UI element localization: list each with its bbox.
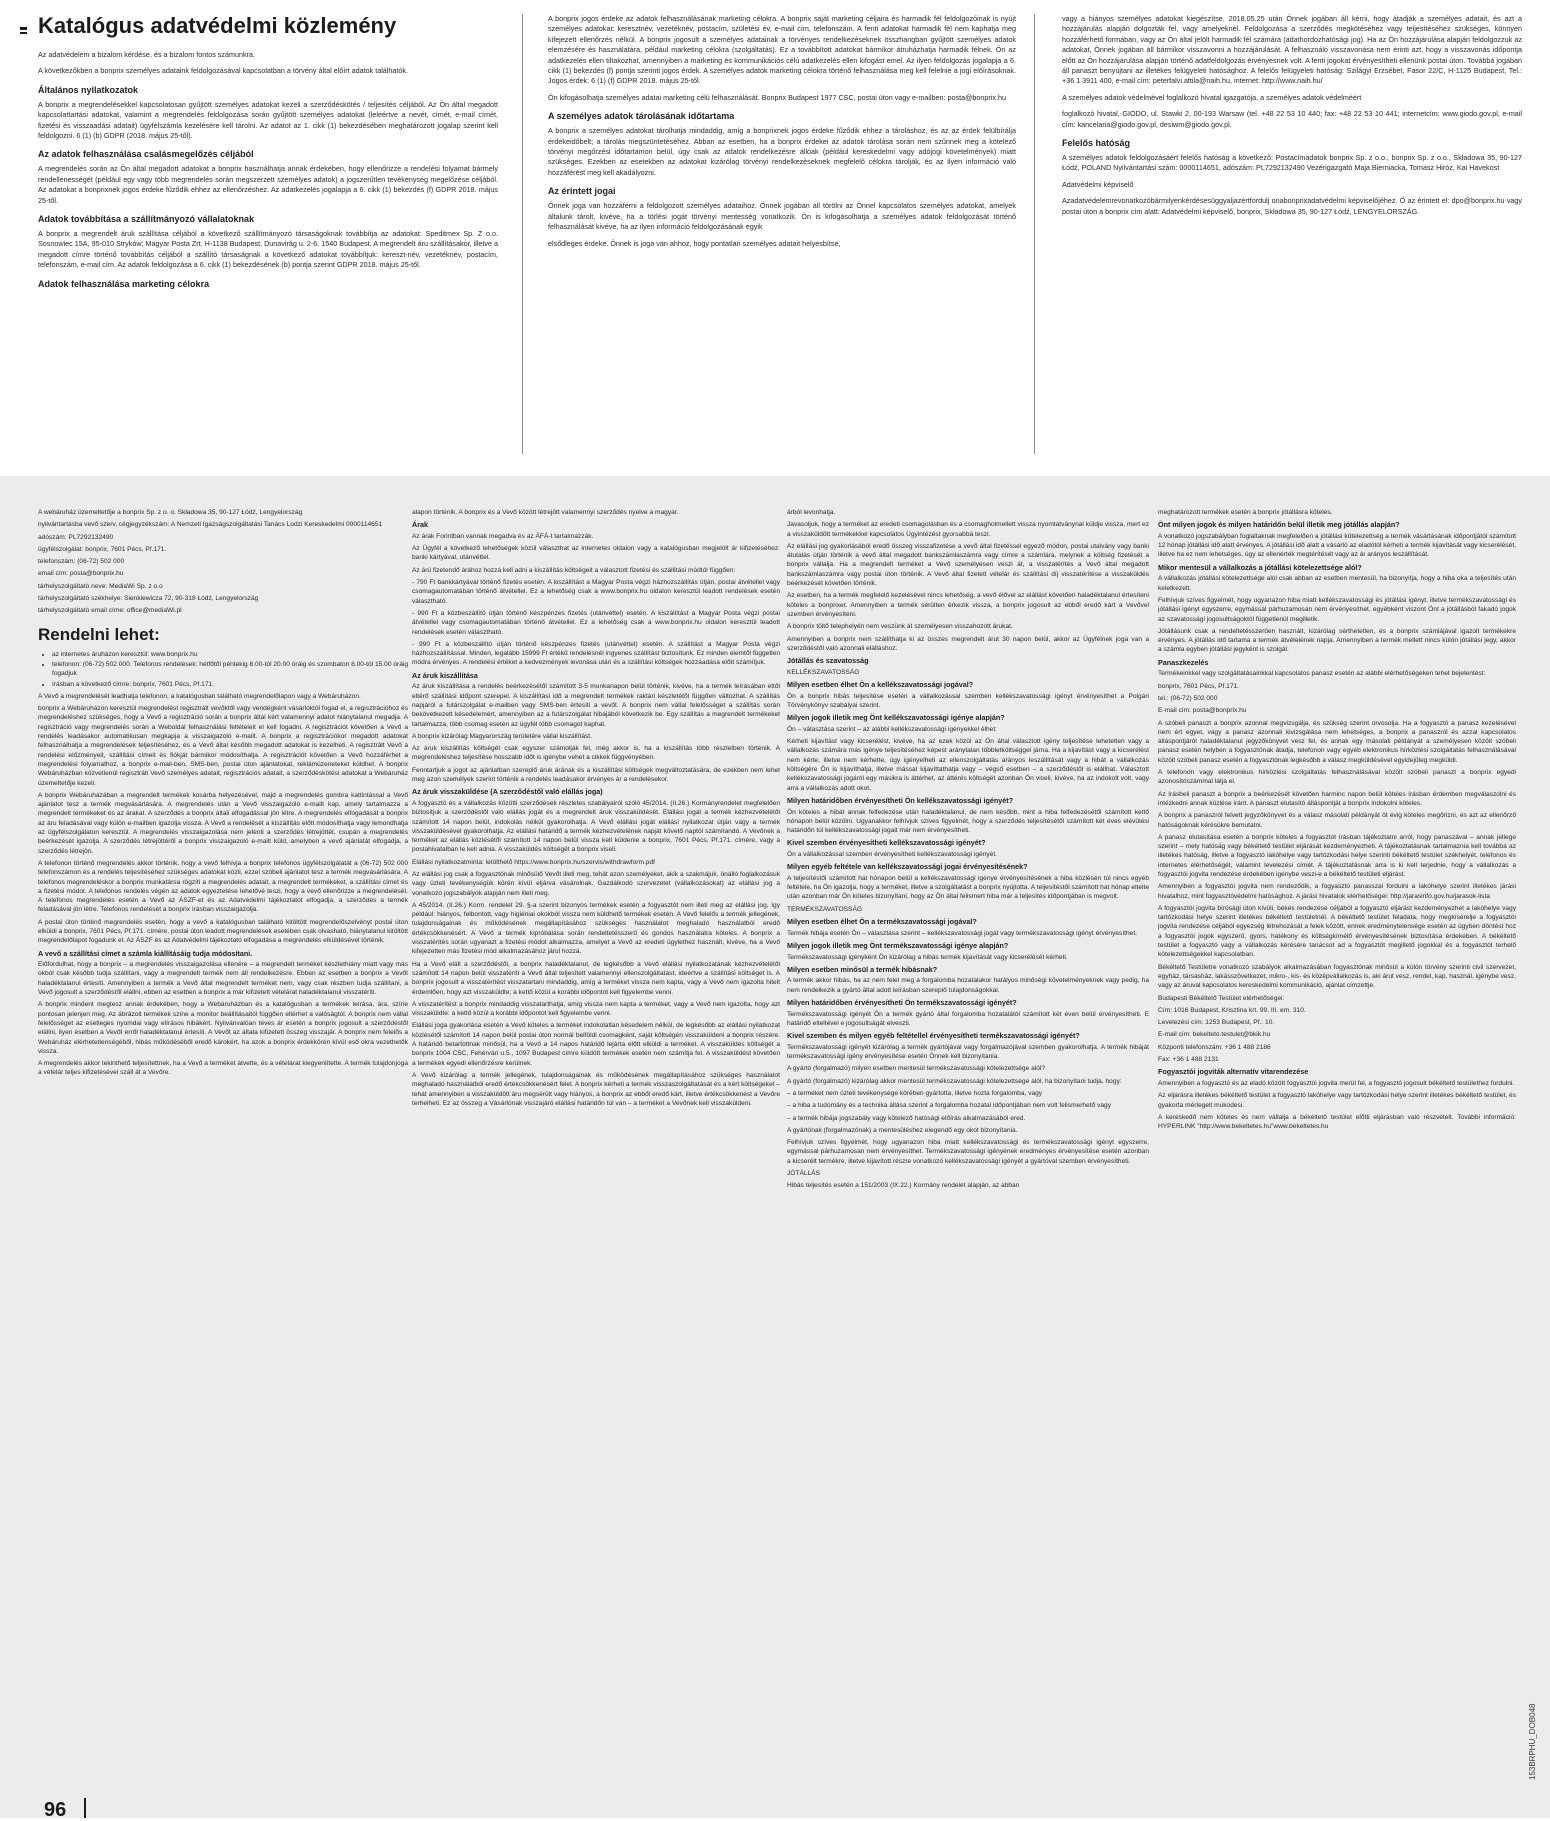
paragraph: - 990 Ft a közbeszállító útján történő készpénzes fizetés (utánvéttel) esetén. A kiszállítást a Magyar Posta végzi postai átvétellel vagy csomagautomatában történő átvétellel. Ez a lehetőség csak a www.bonprix.hu oldalon keresztül leadott rendelések esetén választható.	[412, 609, 780, 636]
paragraph: Az árak Forintban vannak megadva és az ÁFÁ-t tartalmazzák.	[412, 532, 594, 540]
terms-section	[0, 476, 1550, 1821]
paragraph: A megrendelés akkor tekinthető teljesítettnek, ha a Vevő a terméket átvette, és a vételárat kiegyenlítette. A termék tulajdonjoga a vételár teljes kifizetésével száll át a Vevőre.	[38, 1060, 408, 1077]
paragraph: árból levonhatja.	[787, 509, 836, 516]
paragraph: – a terméket nem üzleti tevékenysége körében gyártotta, illetve hozta forgalomba, vagy	[787, 1090, 1043, 1097]
catalog-code: 153BRPHU_DOB048	[1528, 1703, 1537, 1780]
paragraph: Az áruk kiszállítás költségét csak egyszer számolják fel, még akkor is, ha a kiszállítás több részletben történik. A megrendeléshez teljesítése hosszabb időt is igénybe vehet a cikkek függvényében.	[412, 745, 780, 762]
paragraph: A telefonon vagy elektronikus hírközlési szolgáltatás felhasználásával közölt szóbeli panaszt a bonprix egyedi azonosítószámmal látja el.	[1158, 769, 1516, 786]
paragraph: Az adatvédelem a bizalom kérdése, és a bizalom fontos számunkra.	[38, 50, 255, 59]
paragraph: Az árú fizetendő árához hozzá kell adni a kiszállítás költségeit a választott fizetési és szállítási módtól függően:	[412, 566, 736, 574]
paragraph: A szóbeli panaszt a bonprix azonnal megvizsgálja, és szükség szerint orvosolja. Ha a fogyasztó a panasz kezelésével nem ért egyet, vagy a panasz azonnali kivizsgálása nem lehetséges, a bonprix a panaszról és azzal kapcsolatos álláspontjáról haladéktalanul jegyzőkönyvet vesz fel, és annak egy másolati példányát a személyesen közölt szóbeli panasz esetén helyben a fogyasztónak átadja, telefonon vagy egyéb elektronikus hírközlési szolgáltatás felhasználásával közölt szóbeli panasz esetén a fogyasztónak legkésőbb a válasz megküldésével egyidejűleg megküldi.	[1158, 719, 1516, 764]
section-heading: Milyen egyéb feltétele van kellékszavatossági jogai érvényesítésének?	[787, 862, 1028, 872]
section-heading: Milyen esetben élhet Ön a kellékszavatossági jogával?	[787, 680, 974, 690]
paragraph: Ön köteles a hibát annak felfedezése után haladéktalanul, de nem később, mint a hiba felfedezésétől számított kettő hónapon belül közölni. Ugyanakkor felhívjuk szíves figyelmét, hogy a szerződés teljesítésétől számított két éves elévülési határidőn túl kellékszavatossági jogait már nem érvényesítheti.	[787, 808, 1149, 835]
paragraph: A webáruház üzemeltetője a bonprix Sp. z o. o. Składowa 35, 90-127 Łódź, Lengyelország	[38, 509, 303, 516]
title-marker-icon	[20, 32, 27, 34]
paragraph: telefonszám: (06-72) 502 000	[38, 558, 125, 566]
paragraph: Termékszavatossági igényét kizárólag a termék gyártójával vagy forgalmazójával szemben gyakorolhatja. A termék hibáját termékszavatossági igény érvényesítése esetén Önnek kell bizonyítania.	[787, 1043, 1149, 1061]
privacy-column-2	[548, 14, 1016, 464]
section-heading: Általános nyilatkozatok	[38, 84, 139, 95]
page-number: 96	[44, 1799, 67, 1821]
paragraph: A gyártó (forgalmazó) kizárólag akkor mentesül termékszavatossági kötelezettsége alól, ha bizonyítani tudja, hogy:	[787, 1077, 1122, 1085]
paragraph: A teljesítéstől számított hat hónapon belül a kellékszavatossági igénye érvényesítésének a hiba közlésén túl nincs egyéb feltétele, ha Ön igazolja, hogy a terméket, illetve a szolgáltatást a bonprix nyújtotta. A teljesítéstől számított hat hónap eltelte után azonban már Ön köteles bizonyítani, hogy az Ön által felismert hiba már a teljesítés időpontjában is megvolt.	[787, 874, 1149, 901]
section-heading: Az adatok felhasználása csalásmegelőzés céljából	[38, 149, 254, 160]
terms-column-3	[787, 508, 1149, 1798]
section-heading: Panaszkezelés	[1158, 657, 1209, 667]
paragraph: tel.: (06-72) 502 000	[1158, 694, 1218, 702]
paragraph: Termékszavatossági igényét Ön a termék gyártó által forgalomba hozatalától számított két éven belül érvényesítheti. E határidő elteltével e jogosultságát elveszti.	[787, 1010, 1149, 1027]
paragraph: A bonprix a megrendelt áruk szállítása céljából a következő szállítmányozó társaságoknak továbbítja az adatokat: Speditmex Sp. Z o.o. Sosnowiec 15A, 95-010 Stryków; Magyar Posta Zrt. H-1138 Budapest, Dunavirág u. 2-6. 1540 Budapest. A megrendelt áru szállításakor, illetve a megadott címre történő továbbítás céljából a szállító társaságnak a következő adatokat továbbítjuk: kereszt-név, vezetéknév, postacím, telefonszám, e-mail cím. Az adatok feldolgozása a 6. cikk (1) bekezdésének (b) pontja szerint GDPR 2018. május 25-től.	[38, 229, 498, 270]
section-heading: Adatok felhasználása marketing célokra	[38, 278, 210, 289]
title-marker-icon	[20, 27, 27, 30]
paragraph: Termék hibája esetén Ön – választása szerint – kellékszavatossági jogát vagy termékszavatossági igényt érvényesíthet.	[787, 929, 1138, 937]
paragraph: Ön a bonprix hibás teljesítése esetén a vállalkozással szemben kellékszavatossági igényt érvényesíthet a Polgári Törvénykönyv szabályai szerint.	[787, 692, 1149, 709]
privacy-notice-section	[0, 0, 1550, 476]
list-item: • telefonon: (06-72) 502 000. Telefonos rendelések: hétfőtől péntekig 8.00-tól 20.00 óráig és szombaton 8.00-tól 15.00 óráig fogadjuk	[52, 660, 408, 679]
privacy-column-3	[1062, 14, 1522, 464]
section-heading: Felelős hatóság	[1062, 138, 1131, 149]
paragraph: Önnek joga van hozzáférni a feldolgozott személyes adataihoz. Önnek jogában áll törölni az Önnel kapcsolatos személyes adatokat, amelyek általunk tárolt, kivéve, ha a törlési jogát törvényi mentesség vonatkozik. Ön is kifogásolhatja a személyes adatok feldolgozását történő felhasználását kivéve, ha az ilyen információ feldolgozásának egyik	[548, 201, 1016, 232]
paragraph: Központi telefonszám: +36 1 488 2186	[1158, 1043, 1271, 1051]
paragraph: E-mail cím: bekelteto.testulet@bkik.hu	[1158, 1031, 1271, 1039]
section-heading: Adatok továbbítása a szállítmányozó vállalatoknak	[38, 214, 255, 225]
section-heading: Az érintett jogai	[548, 186, 616, 197]
paragraph: A 45/2014. (II.26.) Korm. rendelet 29. §-a szerint bizonyos termékek esetén a fogyasztót nem illeti meg az elállási jog, így például: hiányos, felbontott, vagy higiéniai okokból vissza nem küldhető termékek esetén. A Vevő felelős a termék jellegének, tulajdonságainak és működésének megállapításához szükséges használatot meghaladó használatból eredő értékcsökkenésért. A Vevő a termék kipróbálása során rendeltetésszerű és gondos használatra köteles. A bonprix a visszatérítés során ugyanazt a fizetési módot alkalmazza, amelyet a Vevő az eredeti ügylethez használt, kivéve, ha a Vevő kifejezetten más fizetési mód alkalmazásához járul hozzá.	[412, 901, 780, 956]
paragraph: A postai úton történő megrendelés esetén, hogy a vevő a katalógusban található kitöltött megrendelőszelvényt postai úton elküldi a bonprix, 7601 Pécs, Pf.171. címére, postai úton leadott megrendelések esetében csak olvasható, hiánytalanul kitöltött megrendelőlapot fogadunk el. Az ÁSZF és az Adatvédelmi tájékoztató elfogadása a megrendelés elküldésével történik.	[38, 918, 408, 945]
paragraph: A bonprix töltő telephelyén nem veszünk át személyesen visszahozott árukat.	[787, 623, 1013, 631]
paragraph: Felhívjuk szíves figyelmét, hogy ugyanazon hiba miatt kellékszavatossági és termékszavatossági igényt egyszerre, egymással párhuzamosan nem érvényesíthet. Termékszavatossági igényének eredményes érvényesítése esetén azonban a kicserélt termékre, illetve kijavított részre vonatkozó kellékszavatossági igényét a gyártóval szemben érvényesítheti.	[787, 1139, 1149, 1165]
section-heading: Milyen jogok illetik meg Önt termékszavatossági igénye alapján?	[787, 940, 1009, 950]
paragraph: Fax: +36 1 488 2131	[1158, 1056, 1219, 1064]
section-heading: A személyes adatok tárolásának időtartama	[548, 111, 735, 122]
paragraph: JÓTÁLLÁS	[787, 1170, 820, 1178]
order-heading: Rendelni lehet:	[38, 624, 160, 644]
paragraph: elsődleges érdeke. Önnek is joga van ahhoz, hogy pontatlan személyes adatait helyesbítse,	[548, 238, 841, 248]
paragraph: A Vevő a megrendelését leadhatja telefonon, a katalógusban található megrendelőlapon vagy a Webáruházon.	[38, 692, 361, 700]
paragraph: Hibás teljesítés esetén a 151/2003 (IX.22.) Kormány rendelet alapján, az abban	[787, 1182, 1020, 1190]
section-heading: Jótállás és szavatosság	[787, 656, 869, 666]
paragraph: tárhelyszolgáltató székhelye: Sienkiewicza 72, 90-318 Łódź, Lengyelország	[38, 595, 259, 603]
page-number-divider	[84, 1798, 86, 1818]
paragraph: KELLÉKSZAVATOSSÁG	[787, 668, 860, 676]
paragraph: Ön kifogásolhatja személyes adatai marketing célú felhasználását. Bonprix Budapest 1977 CSC, postai úton vagy e-mailben: posta@bonprix.hu	[548, 92, 1006, 102]
section-heading: Milyen határidőben érvényesítheti Ön kellékszavatossági igényét?	[787, 795, 1014, 805]
section-heading: Árak	[412, 520, 428, 530]
paragraph: A fogyasztó és a vállalkozás közötti szerződések részletes szabályairól szóló 45/2014. (II.26.) Kormányrendelet megfelelően biztosítjuk a szerződéstől való elállás jogát és a megrendelt áruk visszaküldését. Elállási jogát a termék kézhezvételétől számított 14 napon belül, indokolás nélkül gyakorolhatja. A Vevő elállási jogát elállási nyilatkozat útján vagy a termék visszaküldésével gyakorolhatja. Az elállási határidő a termék kézhezvételének napját követő naptól számítandó. A Vevőnek a terméket az elállás közlésétől számított 14 napon belül vissza kell küldenie a bonprix, 7601 Pécs, Pf.171. címére, vagy a postahivatalban le kell adnia. A visszaküldés költségét a bonprix viseli.	[412, 799, 780, 854]
paragraph: A telefonon történő megrendelés akkor történik, hogy a vevő felhívja a bonprix telefonos ügyfélszolgálatát a (06-72) 502 000 telefonszámon és a rendelés teljesítéséhez szükséges adatokat közli, ezzel szóbeli ajánlatot tesz a termék megvásárlására. A telefonos megrendeléskor a bonprix munkatársa rögzíti a megrendelés adatait, a megrendelt termékeket, a szállítási címet és a fizetési módot. A telefonos rendelés végén az adatok egyeztetése lehetővé teszi, hogy a vevő ellenőrizze a megrendelését. A telefonos megrendelés esetén a Vevő az ÁSZF-et és az Adatvédelmi tájékoztatót elfogadja, a szerződés a termék feladásával jön létre. Telefonos rendelését a bonprix írásban visszaigazolja.	[38, 859, 408, 914]
order-options-list	[38, 650, 408, 689]
paragraph: vagy a hiányos személyes adatokat kiegészítse. 2018.05.25 után Önnek jogában áll kérni, hogy átadják a személyes adatait, és azt a hozzájárulás alapján dolgozták fel, vagy amelyeknél. Feldolgozása a szerződés megkötéséhez vagy teljesítéséhez szükséges, könnyen hozzáférhető formában, vagy az Ön által jelölt harmadik fél számára (adathordozhatósági jog). Ha az Ön hozzájárulása alapján feldolgozzuk az adatokat, Önnek jogában áll bármikor visszavonni a hozzájárulását. A felhasználó visszavonása nem érinti azt, hogy a visszavonás időpontja előtt az Ön hozzájárulása alapján történő adatfeldolgozás érvényesnek volt. A fenti jogokat érvényesítheti ellenünk postai úton. Továbbá jogában áll panaszt benyújtani az illetékes felügyeleti hatósághoz. A felelős felügyeleti hatóság: Szilágyi Erzsébet, Fasor 22/C, H-1125 Budapest, Tel.: +36 1 3911 400, e-mail cím: peterfalvi.attila@naih.hu, internet: http://www.naih.hu/	[1062, 14, 1522, 86]
paragraph: Ha a Vevő eláll a szerződéstől, a bonprix haladéktalanul, de legkésőbb a Vevő elállási nyilatkozatának kézhezvételétől számított 14 napon belül visszatéríti a Vevő által teljesített valamennyi ellenszolgáltatást, ideértve a szállítási költséget is. A bonprix jogosult a visszatérítést visszatartani mindaddig, amíg a terméket vissza nem kapta, vagy a Vevő nem igazolta hitelt érdemlően, hogy azt visszaküldte; a kettő közül a korábbi időpontot kell figyelembe venni.	[412, 960, 780, 996]
paragraph: - 990 Ft a közbeszállító útján történő készpénzes fizetés (utánvéttel) esetén. A szállítást a Magyar Posta végzi házhozszállítással. Minden, legalább 15999 Ft értékű rendelésnél ingyenes szállítást biztosítunk. Ez minden elemtől független módra érvényes. A rendelési értéket a kedvezmények levonása után és a szállítási költségek hozzáadása előtt számítjuk.	[412, 640, 780, 667]
paragraph: Előfordulhat, hogy a bonprix – a megrendelés visszaigazolása ellenére – a megrendelt terméket készlethiány miatt vagy más okból csak később tudja szállítani, vagy a megrendelt termék nem áll rendelkezésre. Ebben az esetben a bonprix a Vevőt haladéktalanul értesíti. Amennyiben a termék a Vevő által megrendelt terméket nem, vagy csak részben tudja szállítani, a Vevő jogosult a szerződéstől elállni, ebben az esetben a bonprix a már kifizetett vételárat haladéktalanul visszatéríti.	[38, 961, 408, 997]
paragraph: A panasz elutasítása esetén a bonprix köteles a fogyasztót írásban tájékoztatni arról, hogy panaszával – annak jellege szerint – mely hatóság vagy békéltető testület eljárását kezdeményezheti. A tájékoztatásnak tartalmaznia kell továbbá az illetékes hatóság, illetve a fogyasztó lakóhelye vagy tartózkodási helye szerinti békéltető testület székhelyét, telefonos és internetes elérhetőségét, valamint levelezési címét. A tájékoztatásnak arra is ki kell terjednie, hogy a vállalkozás a fogyasztói jogvita rendezése érdekében igénybe veszi-e a békéltető testületi eljárást.	[1158, 833, 1516, 878]
column-divider	[1034, 14, 1035, 454]
paragraph: A bonprix jogos érdeke az adatok felhasználásának marketing célokra. A bonprix saját marketing céljaira és harmadik fél feldolgozóinak is nyújt személyes adatokat: keresztnév, vezetéknév, postacím, születési év, e-mail cím, telefonszám. A fenti adatokat harmadik fél nem kaphatja meg kifejezett ellenőrzés nélkül. A bonprix jogosult a személyes adatainak a törvényes rendelkezéseknek összhangban gyűjtött személyes adatok elemzésére és használatára, például marketing célokra (szolgáltatás). Ez a továbbított adatokat bármikor átruházhatja harmadik félnek. Ön az adatkezelés ellen tiltakozhat, amennyiben a marketing és kommunikációs célú adatkezelés ellen kifogást emel. Az ilyen feldolgozás jogalapja a 6. cikk (1) bekezdés (f) pontja szerinti jogos érdek. A személyes adatok marketing célokra történő felhasználása meg kell felelnie a jogi előírásoknak. Jogos érdek: 6 (1) (f) GDPR 2018. május 25-től.	[548, 14, 1016, 86]
paragraph: bonprix, 7601 Pécs, Pf.171.	[1158, 682, 1240, 690]
section-heading: Milyen esetben minősül a termék hibásnak?	[787, 964, 938, 974]
paragraph: A kereskedő nem köteles és nem vállalja a békéltető testület előtti eljárásban való részvételt. További információ: HYPERLINK "http://www.bekeltetes.hu"www.bekeltetes.hu	[1158, 1113, 1516, 1131]
paragraph: Amennyiben a bonprix nem szállíthatja ki az összes megrendelt árut 30 napon belül, akkor az Ügyfélnek joga van a szerződéstől való azonnali elálláshoz.	[787, 635, 1149, 652]
section-heading: A vevő a szállítási címet a számla kiállításáig tudja módosítani.	[38, 948, 253, 958]
paragraph: A következőkben a bonprix személyes adataink feldolgozásával kapcsolatban a törvény által előírt adatok találhatók.	[38, 66, 408, 76]
paragraph: Jótállásunk csak a rendeltetésszerűen használt, kizárólag sérthetetlen, és a bonprix számlájával igazolt termékekre érvényes. A jótállás idő tartama a termék átvételének napja. Amennyiben a termék mellett nincs külön jótállási jegy, akkor a számla egyben jótállási jegyként is szolgál.	[1158, 627, 1516, 654]
page-title: Katalógus adatvédelmi közlemény	[38, 14, 397, 38]
terms-column-2	[412, 508, 780, 1798]
paragraph: adószám: PL7292132490	[38, 533, 114, 541]
paragraph: A bonprix Webáruházában a megrendelt termékek kosárba helyezésével, majd a megrendelés gombra kattintással a Vevő ajánlatot tesz a termék megvásárlására. A megrendelés után a Vevő visszaigazoló e-mailt kap, amely tartalmazza a megrendelt termékeket és az árakat. A szerződés a bonprix általi elfogadással jön létre. A megrendelés elfogadását a bonprix az áru feladásával vagy külön e-mailben igazolja vissza. A Vevő a rendelését a kiszállítás előtt módosíthatja vagy lemondhatja az ügyfélszolgálaton keresztül. A megrendelés visszaigazolása nem jelenti a szerződés létrejöttét, csupán a megrendelés beérkezését igazolja. A szerződés létrejöttéről a bonprix visszaigazoló e-mailt küld, amelyben a vevő ajánlatát elfogadja, a szerződés létrejön.	[38, 791, 408, 855]
paragraph: Termékeinkkel vagy szolgáltatásainkkal kapcsolatos panasz esetén az alábbi elérhetőségeken tehet bejelentést:	[1158, 670, 1486, 678]
paragraph: bonprix a Webáruházon keresztül megrendelést regisztrált vevőktől vagy vendégként vásárlóktól fogad el, a regisztrációhoz és megrendeléshez szükséges, hogy a Vevő a regisztráció során a bonprix által kért valamennyi adatot hiánytalanul megadja. A regisztráció vagy megrendelés során a Weboldal felhasználási feltételeit el kell fogadni. A regisztrációt követően a Vevő a rendelés leadásakor automatikusan megkapja a visszaigazoló e-mailt. A bonprix a regisztrációkor megadott adatokat felhasználhatja a megrendelések teljesítéséhez, és a Vevő által később megadott adatokat is kezelheti. A regisztrált Vevő a rendelési előzményeit, szállítási címeit és fiókját bármikor módosíthatja. A regisztrációt követően a Vevő hozzáférhet a megrendelési folyamathoz, a bonprix e-mail-ben, SMS-ben, postai úton ajánlatokat, reklámüzeneteket küldhet. A bonprix Webáruházban közvetlenül regisztrált Vevő személyes adatait, regisztrációs adatait, a szerződéskötési adatokat a Webáruház üzemeltetője kezeli.	[38, 705, 408, 787]
paragraph: Békéltető Testületre vonatkozó szabályok alkalmazásában fogyasztónak minősül a külön törvény szerinti civil szervezet, egyház, társasház, lakásszövetkezet, mikro-, kis- és középvállalkozás is, aki árut vesz, rendel, kap, használ, igénybe vesz, vagy az áruval kapcsolatos kereskedelmi kommunikáció, ajánlat címzettje.	[1158, 963, 1516, 990]
terms-column-1	[38, 508, 408, 1752]
section-heading: Milyen esetben élhet Ön a termékszavatossági jogával?	[787, 917, 977, 927]
section-heading: Önt milyen jogok és milyen határidőn belül illetik meg jótállás alapján?	[1158, 520, 1400, 530]
section-heading: Fogyasztói jogviták alternatív vitarendezése	[1158, 1067, 1309, 1077]
paragraph: Termékszavatossági igényként Ön kizárólag a hibás termék kijavítását vagy kicserélését kérheti.	[787, 953, 1068, 961]
section-heading: Milyen jogok illetik meg Önt kellékszavatossági igénye alapján?	[787, 713, 1005, 723]
paragraph: A gyártó (forgalmazó) milyen esetben mentesül termékszavatossági kötelezettsége alól?	[787, 1065, 1046, 1073]
section-heading: Mikor mentesül a vállalkozás a jótállási kötelezettsége alól?	[1158, 562, 1362, 572]
paragraph: Azadatvédelemrevonatkozóbármilyenkérdésesüggyaljazértfordulj onabonprixadatvédelmi képviselőjéhez. Ő az érintett el: dpo@bonprix.hu vagy postai úton a bonprix cím alatt: Adatvédelmi képviselő, bonprix, Składowa 35, 90-127 Łódź, LENGYELORSZÁG.	[1062, 196, 1522, 216]
paragraph: Adatvédelmi képviselő	[1062, 179, 1134, 189]
paragraph: Cím: 1016 Budapest, Krisztina krt. 99. III. em. 310.	[1158, 1006, 1306, 1014]
paragraph: Ön – választása szerint – az alábbi kellékszavatossági igényekkel élhet:	[787, 725, 998, 733]
paragraph: Budapesti Békéltető Testület elérhetőségei:	[1158, 994, 1285, 1002]
paragraph: Az áruk kiszállítása a rendelés beérkezésétől számított 3-5 munkanapon belül történik, kivéve, ha a termék leírásában ettől eltérő szállítási időpont szerepel. A kiszállítási idő a megrendelt termékek raktári készletétől függően változhat. A szállítás napjáról a futárszolgálat e-mailben vagy SMS-ben értesíti a vevőt. A bonprix nem vállal felelősséget a szállítás során bekövetkezett késedelemért, amennyiben az a futárszolgálat hibájából következik be. Egy szállítás a megrendelt termékeket tartalmazza, több csomag esetén az ügyfél több csomagot kaphat.	[412, 683, 780, 728]
paragraph: A személyes adatok védelmével foglalkozó hivatal igazgatója, a személyes adatok védelméért	[1062, 92, 1362, 102]
paragraph: Ön a vállalkozással szemben érvényesítheti kellékszavatossági igényét.	[787, 850, 998, 858]
section-heading: Kivel szemben és milyen egyéb feltétellel érvényesítheti termékszavatossági igényét?	[787, 1031, 1080, 1041]
privacy-column-1	[38, 14, 498, 472]
paragraph: alapon történik. A bonprix és a Vevő között létrejött valamennyi szerződés nyelve a magyar.	[412, 509, 679, 516]
paragraph: A fogyasztói jogvita bírósági úton kívüli, békés rendezése céljából a fogyasztó eljárást kezdeményezhet a lakóhelye vagy tartózkodási helye szerint illetékes békéltető testületnél. A békéltető testület feladata, hogy megkísérelje a fogyasztói jogvita rendezése céljából egyezség létrehozását a felek között, ennek eredménytelensége esetén az ügyben döntést hoz a fogyasztói jogok egyszerű, gyors, hatékony és költségkímélő érvényesítésének biztosítása érdekében. A békéltető testület a fogyasztó vagy a vállalkozás kérésére tanácsot ad a fogyasztót megillető jogokkal és a fogyasztót terhelő kötelezettségekkel kapcsolatban.	[1158, 904, 1516, 959]
paragraph: Felhívjuk szíves figyelmét, hogy ugyanazon hiba miatt kellékszavatossági és jótállási igényt, illetve termékszavatossági és jótállási igényt egyszerre, egymással párhuzamosan nem érvényesíthet, egyébként viszont Önt a jótállásból fakadó jogok az szavatossági jogosultságoktól függetlenül megilletik.	[1158, 596, 1516, 623]
paragraph: Az elállási jog csak a fogyasztónak minősülő Vevőt illeti meg, tehát azon személyeket, akik a szakmájuk, önálló foglalkozásuk vagy üzleti tevékenységük körén kívül eljárva vásárolnak. Gazdálkodó szervezetet (vállalkozásokat) az elállási jog a vonatkozó jogszabályok alapján nem illeti meg.	[412, 870, 780, 897]
paragraph: Elállási joga gyakorlása esetén a Vevő köteles a terméket indokolatlan késedelem nélkül, de legkésőbb az elállási nyilatkozat közlésétől számított 14 napon belül postai úton normál belföldi csomagként, saját költségén visszaküldeni a bonprix részére. A határidő betartottnak minősül, ha a Vevő a 14 napos határidő lejárta előtt elküldi a terméket. A visszaküldés költségét a bonprix 1004 CSC, Fehérvári u.5., 1097 Budapest címre küldött termékek esetén nem számítja fel. A visszaküldést követően a termékek egyedi ellenőrzésre kerülnek.	[412, 1022, 780, 1067]
paragraph: Az eljárásra illetékes békéltető testület a fogyasztó lakóhelye vagy tartózkodási helye szerint illetékes békéltető testület, és gyakorta mérlegelt mukodesi.	[1158, 1092, 1516, 1109]
paragraph: Az Ügyfél a következő lehetőségek közül választhat az internetes oldalon vagy a katalógusban megjelölt ár kifizetéséhez: banki kártyával, utánvéttel.	[412, 545, 780, 562]
paragraph: – a termék hibája jogszabály vagy kötelező hatósági előírás alkalmazásából ered.	[787, 1114, 1026, 1122]
paragraph: Levelezési cím: 1253 Budapest, Pf.: 10.	[1158, 1019, 1275, 1027]
paragraph: A vállalkozás jótállási kötelezettsége alól csak abban az esetben mentesül, ha bizonyítja, hogy a hiba oka a teljesítés után keletkezett.	[1158, 575, 1516, 592]
paragraph: Az elállási jog gyakorlásából eredő összeg visszafizetése a vevő által fizetéssel egyező módon, postai utalvány vagy banki átutalás útján történik a vevő által megadott bankszámlaszámra vagy címre a számlára, melynek a költség fizetését a bonprix vállalja. Ha a megrendelt terméket a Vevő személyesen veszi át, a visszatérítés a Vevő által megadott bankszámlaszámra vagy postai úton történik. A Vevő által fizetett vételár és szállítási díj visszatérítése a visszaküldés beérkezését követően történik.	[787, 542, 1149, 588]
paragraph: email cím: posta@bonprix.hu	[38, 570, 124, 578]
section-heading: Milyen határidőben érvényesítheti Ön termékszavatossági igényét?	[787, 998, 1017, 1008]
paragraph: TERMÉKSZAVATOSSÁG	[787, 905, 862, 913]
paragraph: Kérheti kijavítást vagy kicserélést, kivéve, ha az ezek közül az Ön által választott igény teljesítése lehetetlen vagy a vállalkozás számára más igénye teljesítéséhez képest aránytalan többletköltséggel járna. Ha a kijavítást vagy a kicserélést nem kérte, illetve nem kérhette, úgy igényelheti az ellenszolgáltatás arányos leszállítását vagy a hibát a vállalkozás költségére Ön is kijavíthatja, illetve mással kijavíttathatja vagy – végső esetben – a szerződéstől is elállhat. Választott kellékszavatossági jogáról egy másikra is áttérhet, az áttérés költségét azonban Ön viseli, kivéve, ha az indokolt volt, vagy arra a vállalkozás adott okot.	[787, 738, 1149, 792]
paragraph: meghatározott termékek esetén a bonprix jótállásra köteles.	[1158, 509, 1333, 516]
section-heading: Az áruk visszaküldése (A szerződéstől való elállás joga)	[412, 787, 603, 797]
paragraph: A visszatérítést a bonprix mindaddig visszatarthatja, amíg vissza nem kapta a terméket, vagy a Vevő nem igazolta, hogy azt visszaküldte: a kettő közül a korábbi időpontot kell figyelembe venni.	[412, 1000, 780, 1018]
terms-column-4	[1158, 508, 1516, 1798]
paragraph: - 790 Ft bankkártyával történő fizetés esetén. A kiszállítást a Magyar Posta végzi házhozszállítás útján, postai átvétellel vagy csomagautomatában történő átvétellel. Ez a lehetőség csak a www.bonprix.hu oldalon keresztül leadott rendelések esetén választható.	[412, 579, 780, 605]
paragraph: A Vevő kizárólag a termék jellegének, tulajdonságainak és működésének megállapításához szükséges használatot meghaladó használatból eredő értékcsökkenésért felel. A bonprix kérheti a termék visszaszolgáltatását és a kért költségeket – tehát amennyiben a visszaküldött áru megsérült vagy hiányos, a bonprix az ebből eredő kárt, illetve értékcsökkenést a Vevőre terhelheti. Ez az összeg a Vásárlónak visszajáró elállási határidőn túl van – a terméket a Vevőnek kell visszaküldeni.	[412, 1071, 780, 1107]
paragraph: A gyártónak (forgalmazónak) a mentesüléshez elegendő egy okot bizonyítania.	[787, 1126, 1018, 1134]
paragraph: tárhelyszolgáltató email címe: office@mediaWi.pl	[38, 607, 182, 615]
list-item: • írásban a következő címre: bonprix, 7601 Pécs, Pf.171.	[52, 680, 408, 689]
section-heading: Kivel szemben érvényesítheti kellékszavatossági igényét?	[787, 838, 986, 848]
column-divider	[522, 14, 523, 454]
paragraph: A bonprix a megrendelésekkel kapcsolatosan gyűjtött személyes adatokat kezeli a szerződéskötés / teljesítés céljából. Az Ön által megadott kapcsolattartási adatokat, valamint a megrendelés feldolgozása során gyűjtött személyes adatokat (leleértve a nevét, címét, e-mail címét, fizetési és visszaadási adatait) ügyfélszámla kezelésére kell tárolni. Az adatot az 1. cikk (1) bekezdésében meghatározott jogalap szerint kell feldolgozni. 6 (1) (b) GDPR (2018. május 25-től).	[38, 99, 498, 141]
section-heading: Az áruk kiszállítása	[412, 670, 478, 680]
paragraph: E-mail cím: posta@bonprix.hu	[1158, 707, 1247, 715]
paragraph: – a hiba a tudomány és a technika állása szerint a forgalomba hozatal időpontjában nem volt felismerhető vagy	[787, 1102, 1112, 1110]
paragraph: nyilvántartásba vevő szerv, cégjegyzékszám: A Nemzeti Igazságszolgáltatási Tanács Lodzi Kereskedelmi 0000114651	[38, 521, 383, 529]
paragraph: Javasoljuk, hogy a terméket az eredeti csomagolásban és a csomagholmellett vissza nyomtatványnal küldje vissza, mert ez a visszaküldött termékekkel kapcsolatos Ügyintézést gyorsabbá teszi.	[787, 521, 1149, 538]
paragraph: Elállási nyilatkozatminta: letölthető https://www.bonprix.hu/szervis/withdrawform.pdf	[412, 858, 655, 866]
paragraph: tárhelyszolgáltató neve: MediaWi Sp. z o.o	[38, 582, 163, 590]
paragraph: A bonprix kizárólag Magyarország területére vállal kiszállítást.	[412, 732, 592, 740]
paragraph: ügyfélszolgálat: bonprix, 7601 Pécs, Pf.171.	[38, 545, 167, 553]
list-item: • az internetes áruházon keresztül: www.bonprix.hu	[52, 650, 408, 659]
paragraph: A megrendelés során az Ön által megadott adatokat a bonprix használhatja annak érdekében, hogy ellenőrizze a rendelési folyamat bármely rendellenességét (például egy vagy több megrendelés során megszerzett személyes adatok) a jogszerűtlen tevékenység megelőzése céljából. Az adatokat a bonprixnek jogos érdeke fűződik ehhez az ellenőrzéshez. Az adatkezelés jogalapja a 6. cikk (1) bekezdés (f) GDPR 2018. május 25-től.	[38, 164, 498, 205]
paragraph: Amennyiben a fogyasztói jogvita nem rendeződik, a fogyasztó panasszal fordulni a lakóhelye szerint illetékes járási hivatalhoz, mint fogyasztóvédelmi hatósághoz. A járási hivatalok elérhetőségei: http://jarasinfo.gov.hu/jarasok-lista	[1158, 883, 1516, 900]
paragraph: foglalkozó hivatal, GIODO, ul. Stawki 2, 00-193 Warsaw (tel. +48 22 53 10 440; fax: +48 22 53 10 441; internetcím: www.giodo.gov.pl, e-mail cím: kancelaria@giodo.gov.pl, desiwm@giodo.gov.pl.	[1062, 109, 1522, 129]
paragraph: Amennyiben a fogyasztó és az eladó között fogyasztói jogvita merül fel, a fogyasztó jogosult békéltető testülethez fordulni.	[1158, 1079, 1515, 1087]
paragraph: Fenntartjuk a jogot az ajánlatban szereplő áruk árának és a kiszállítási költségek megváltoztatására, de ezekben nem lehet meg azon személyek szerint történik a rendelés leadásakor érvényes ár a rendelésekor.	[412, 766, 780, 784]
paragraph: A bonprix a panaszról felvett jegyzőkönyvet és a válasz másolati példányát öt évig köteles megőrizni, és azt az ellenőrző hatóságoknak kérésükre bemutatni.	[1158, 812, 1516, 829]
paragraph: A vonatkozó jogszabályban foglaltaknak megfelelően a jótállási kötelezettség a termék vásárlásának időpontjától számított 12 hónap jótállási idő alatt érvényes. A jótállási idő alatt a vásárló az eladótól kérheti a termék kijavítását vagy kicserélését, illetve ha ez nem lehetséges, úgy az ellenérték megtérítését vagy az ár arányos leszállítását.	[1158, 532, 1516, 559]
paragraph: A bonprix a személyes adatokat tárolhatja mindaddig, amíg a bonprixnek jogos érdeke fűződik ehhez a tároláshoz, és az az érdek felülbírálja érdekeidőbelt; a tárolás megszüntetéséhez. Abban az esetben, ha a bonprix érdekei az adatok tárolása során nem szűnnek meg a kötelező törvényi megőrzési időtartamon belül, úgy csak az adatok rendelkezésre állóak (például kereskedelmi vagy adójogi követelmények) miatt szükséges. Ezekben az esetekben az adatokat kizárólag törvényi rendelkezéseknek megfelelő célokra tárolják, és az ilyen információ való hozzáférést meg kell akadályozni.	[548, 126, 1016, 177]
paragraph: A termék akkor hibás, ha az nem felel meg a forgalomba hozatalakor hatályos minőségi követelményeknek vagy pedig, ha nem rendelkezik a gyártó által adott leírásban szereplő tulajdonságokkal.	[787, 977, 1149, 994]
paragraph: A személyes adatok feldolgozásáért felelős hatóság a következő: Postacímadatok bonprix Sp. z o.o., bonprix Sp. z o.o., Składowa 35, 90-127 Łódź, POLAND Nyilvántartási szám: 0000114651, adószám: PL7292132490 Vezérigazgató Maja Bierniacka, Tomasz Hiróz, Kai Havekost	[1062, 153, 1522, 173]
paragraph: A bonprix mindent megtesz annak érdekében, hogy a Webáruházban és a katalógusban a termékek leírása, ára, színe pontosan jelenjen meg. Az ábrázolt termékek színe a monitor beállításaitól függően eltérhet a valóságtól. A bonprix nem vállal felelősséget az esetleges nyomdai vagy elírásos hibákért. Nyilvánvalóan téves ár esetén a bonprix jogosult a szerződéstől elállni, ilyen esetben a Vevőt erről haladéktalanul értesíti. A Vevőt az általa kifizetett összeg visszajár. A bonprix nem felelős a Webáruház elérhetetlenségéből, hibás működéséből eredő károkért, ha azok a bonprix érdekkörén kívül eső okra vezethetők vissza.	[38, 1001, 408, 1055]
paragraph: Az esetben, ha a termék megfelelő kezelésével nincs lehetőség, a vevő élővel az elállást követően haladéktalanul értesíteni köteles a bonprixet. Amennyiben a termék sérülten érkezik vissza, a bonprix jogosult az ebből eredő kárt a Vevővel szemben érvényesíteni.	[787, 592, 1149, 618]
paragraph: Az írásbeli panaszt a bonprix a beérkezését követően harminc napon belül köteles írásban érdemben megválaszolni és intézkedni annak közlése iránt. A panaszt elutasító álláspontját a bonprix indokolni köteles.	[1158, 790, 1516, 807]
